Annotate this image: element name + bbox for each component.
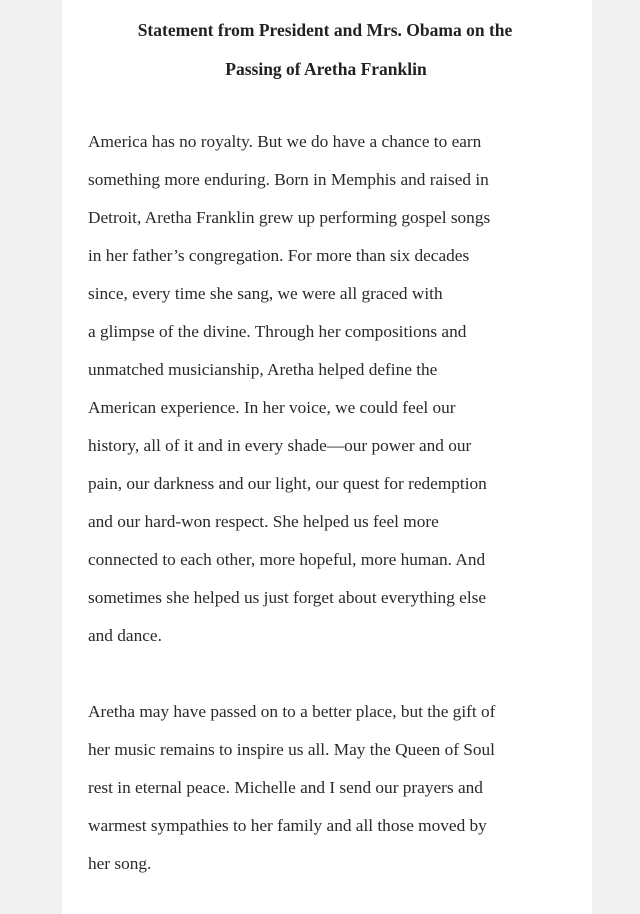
statement-title-line-1: Statement from President and Mrs. Obama on the bbox=[137, 20, 513, 40]
paragraph-line: her song. bbox=[88, 854, 152, 873]
paragraph-line: America has no royalty. But we do have a chance to earn bbox=[88, 132, 482, 151]
paragraph-line: Aretha may have passed on to a better place, but the gift of bbox=[88, 702, 496, 721]
paragraph-line: sometimes she helped us just forget about everything else bbox=[88, 588, 487, 607]
paragraph-line: Detroit, Aretha Franklin grew up performing gospel songs bbox=[88, 208, 491, 227]
paragraph-line: warmest sympathies to her family and all those moved by bbox=[88, 816, 487, 835]
paragraph-line: since, every time she sang, we were all graced with bbox=[88, 284, 443, 303]
paragraph-line: connected to each other, more hopeful, more human. And bbox=[88, 550, 486, 569]
paragraph-line: something more enduring. Born in Memphis and raised in bbox=[88, 170, 489, 189]
paragraph-line: history, all of it and in every shade—our power and our bbox=[88, 436, 472, 455]
paragraph-line: unmatched musicianship, Aretha helped define the bbox=[88, 360, 438, 379]
paragraph-line: American experience. In her voice, we could feel our bbox=[88, 398, 456, 417]
paragraph-line: and dance. bbox=[88, 626, 162, 645]
paragraph-line: a glimpse of the divine. Through her compositions and bbox=[88, 322, 467, 341]
paragraph-line: her music remains to inspire us all. May the Queen of Soul bbox=[88, 740, 495, 759]
paragraph-line: pain, our darkness and our light, our quest for redemption bbox=[88, 474, 487, 493]
paragraph-line: in her father’s congregation. For more than six decades bbox=[88, 246, 470, 265]
paragraph-line: rest in eternal peace. Michelle and I send our prayers and bbox=[88, 778, 483, 797]
paragraph-line: and our hard-won respect. She helped us feel more bbox=[88, 512, 439, 531]
statement-title-line-2: Passing of Aretha Franklin bbox=[225, 59, 427, 79]
statement-page bbox=[62, 0, 592, 914]
